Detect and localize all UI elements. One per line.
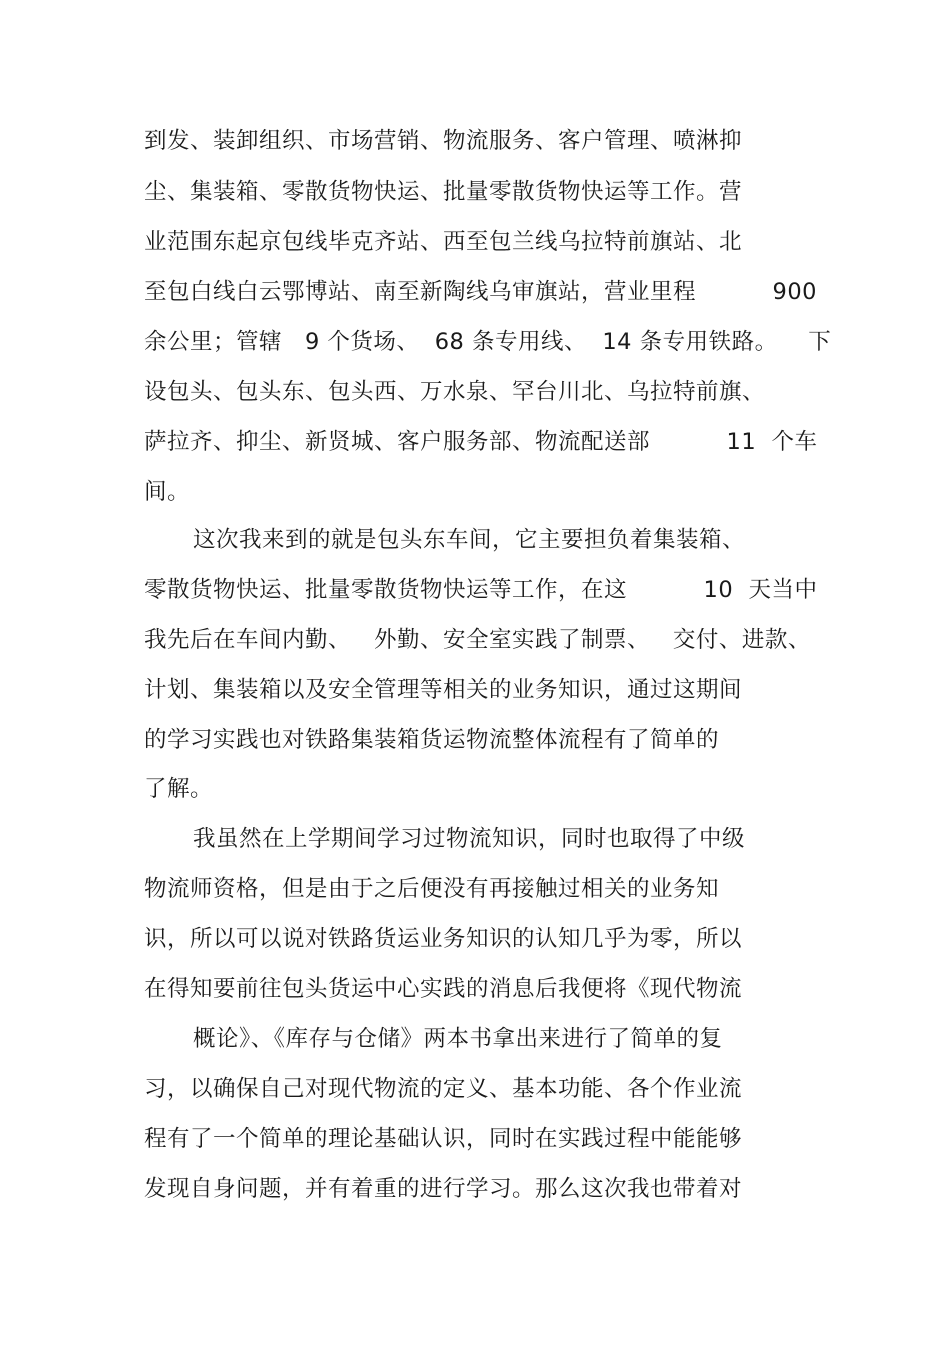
text-line-4: 至包白线白云鄂博站、南至新陶线乌审旗站，营业里程 900 [144, 279, 817, 305]
text-line-13: 的学习实践也对铁路集装箱货运物流整体流程有了简单的 [144, 727, 720, 753]
text-line-1: 到发、装卸组织、市场营销、物流服务、客户管理、喷淋抑 [144, 128, 743, 154]
text-line-22: 发现自身问题，并有着重的进行学习。那么这次我也带着对 [144, 1176, 743, 1202]
text-line-11: 我先后在车间内勤、 外勤、安全室实践了制票、 交付、进款、 [144, 627, 811, 653]
text-line-16: 物流师资格，但是由于之后便没有再接触过相关的业务知 [144, 876, 720, 902]
text-line-5: 余公里；管辖 9 个货场、 68 条专用线、 14 条专用铁路。 下 [144, 329, 832, 355]
text-line-6: 设包头、包头东、包头西、万水泉、罕台川北、乌拉特前旗、 [144, 379, 766, 405]
text-line-2: 尘、集装箱、零散货物快运、批量零散货物快运等工作。营 [144, 179, 743, 205]
text-line-20: 习，以确保自己对现代物流的定义、基本功能、各个作业流 [144, 1076, 743, 1102]
text-line-19: 概论》、《库存与仓储》两本书拿出来进行了简单的复 [193, 1026, 723, 1052]
text-line-10: 零散货物快运、批量零散货物快运等工作，在这 10 天当中 [144, 577, 818, 603]
text-line-21: 程有了一个简单的理论基础认识，同时在实践过程中能能够 [144, 1126, 743, 1152]
text-line-3: 业范围东起京包线毕克齐站、西至包兰线乌拉特前旗站、北 [144, 229, 743, 255]
text-line-8: 间。 [144, 479, 191, 505]
text-line-14: 了解。 [144, 776, 214, 802]
paragraph-start-line: 这次我来到的就是包头东车间，它主要担负着集装箱、 [193, 527, 746, 553]
text-line-17: 识，所以可以说对铁路货运业务知识的认知几乎为零，所以 [144, 926, 743, 952]
text-line-7: 萨拉齐、抑尘、新贤城、客户服务部、物流配送部 11 个车 [144, 429, 818, 455]
text-line-12: 计划、集装箱以及安全管理等相关的业务知识，通过这期间 [144, 677, 743, 703]
paragraph-start-line: 我虽然在上学期间学习过物流知识，同时也取得了中级 [193, 826, 746, 852]
text-line-18: 在得知要前往包头货运中心实践的消息后我便将《现代物流 [144, 976, 743, 1002]
